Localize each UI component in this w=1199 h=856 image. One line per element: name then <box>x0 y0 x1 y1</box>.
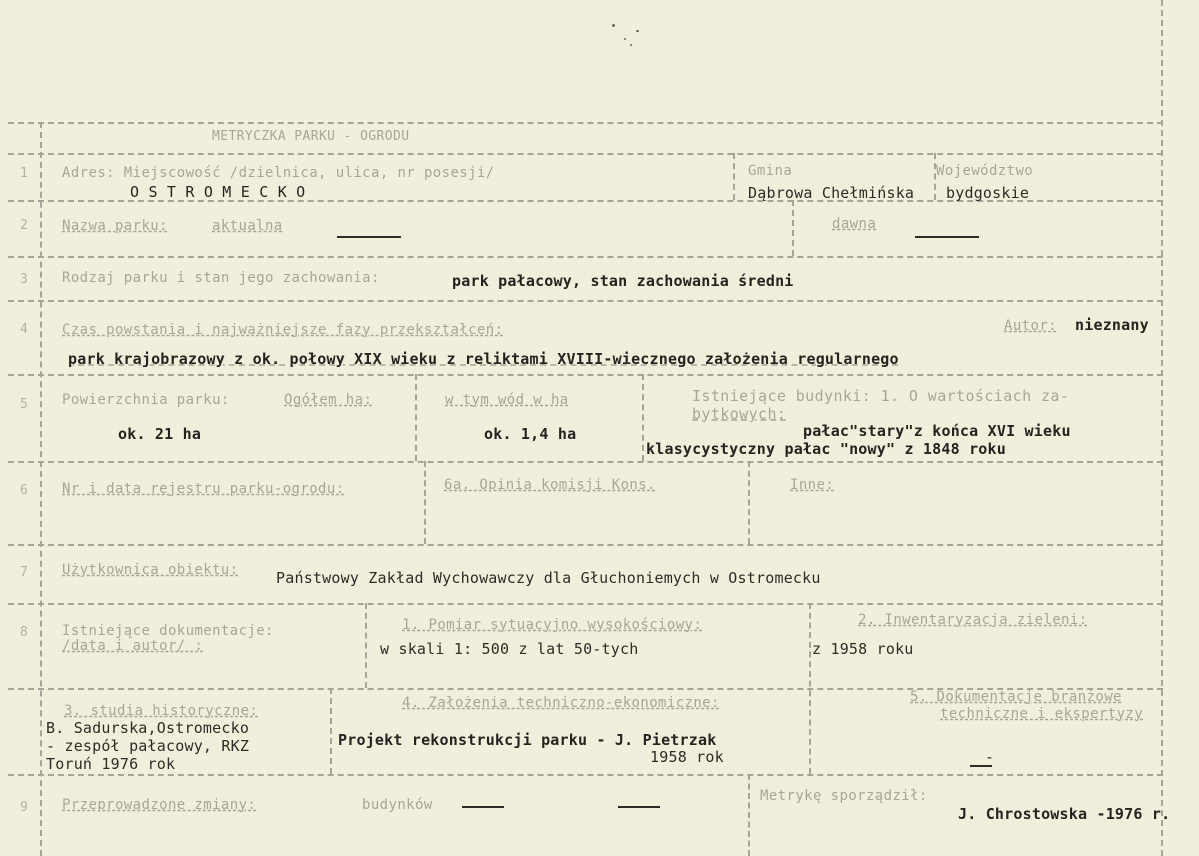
row-number: 9 <box>20 800 28 815</box>
building-old-palace: pałac"stary"z końca XVI wieku <box>803 422 1071 440</box>
survey-label: 1. Pomiar sytuacyjno wysokościowy: <box>402 617 703 633</box>
compiled-by-label: Metrykę sporządził: <box>760 788 928 804</box>
changes-label: Przeprowadzone zmiany: <box>62 797 257 813</box>
rule-line <box>8 774 1163 776</box>
tech-value-1: Projekt rekonstrukcji parku - J. Pietrzak <box>338 731 717 749</box>
studies-value-1: B. Sadurska,Ostromecko <box>46 719 250 737</box>
changes-blank-1 <box>462 806 504 808</box>
area-label: Powierzchnia parku: <box>62 392 230 408</box>
row-number: 4 <box>20 322 28 337</box>
wojewodztwo-value: bydgoskie <box>946 184 1030 202</box>
park-name-label: Nazwa parku: <box>62 218 168 234</box>
changes-label-cont: budynków <box>362 797 433 813</box>
col-divider <box>330 688 332 774</box>
water-area-label: w tym wód w ha <box>445 392 569 408</box>
studies-value-3: Toruń 1976 rok <box>46 755 176 773</box>
rule-line <box>8 153 1163 155</box>
tech-value-2: 1958 rok <box>650 748 724 766</box>
branch-docs-blank <box>970 765 992 767</box>
author-value: nieznany <box>1075 316 1149 334</box>
col-divider <box>424 461 426 544</box>
row-number: 2 <box>20 218 28 233</box>
col-divider <box>642 374 644 461</box>
total-area-label: Ogółem ha: <box>284 392 373 408</box>
changes-blank-2 <box>618 806 660 808</box>
former-name-label: dawna <box>832 216 877 232</box>
rule-line <box>8 603 1163 605</box>
ink-speck <box>612 24 615 27</box>
user-label: Użytkownica obiektu: <box>62 562 239 578</box>
current-name-blank <box>337 236 401 238</box>
origin-label: Czas powstania i najważniejsze fazy przekształceń: <box>62 322 504 338</box>
inventory-label: 2. Inwentaryzacja zieleni: <box>858 612 1088 628</box>
col-divider <box>748 461 750 544</box>
ink-speck <box>624 38 626 40</box>
rule-line <box>8 300 1163 302</box>
current-name-label: aktualna <box>212 218 283 234</box>
rule-line <box>8 544 1163 546</box>
register-label: Nr i data rejestru parku-ogrodu: <box>62 481 345 497</box>
row-number: 8 <box>20 625 28 640</box>
gmina-label: Gmina <box>748 163 793 179</box>
total-area-value: ok. 21 ha <box>118 425 202 443</box>
rule-line <box>8 461 1163 463</box>
former-name-blank <box>915 236 979 238</box>
col-divider <box>748 774 750 856</box>
other-label: Inne: <box>790 477 835 493</box>
ink-speck <box>630 44 632 46</box>
branch-docs-label-cont: techniczne i ekspertyzy <box>940 706 1144 722</box>
row-number: 3 <box>20 272 28 287</box>
park-type-value: park pałacowy, stan zachowania średni <box>452 272 794 290</box>
row-number: 6 <box>20 483 28 498</box>
form-title: METRYCZKA PARKU - OGRODU <box>212 129 410 144</box>
gmina-value: Dąbrowa Chełmińska <box>748 184 915 202</box>
col-divider <box>365 603 367 688</box>
branch-docs-label: 5. Dokumentacje branżowe <box>910 689 1122 705</box>
author-label: Autor: <box>1004 318 1057 334</box>
studies-label: 3. studia historyczne: <box>64 703 259 719</box>
col-divider <box>792 200 794 256</box>
right-border <box>1161 0 1163 856</box>
col-divider <box>809 603 811 774</box>
user-value: Państwowy Zakład Wychowawczy dla Głuchoniemych w Ostromecku <box>276 569 821 587</box>
col-divider <box>415 374 417 461</box>
docs-label: Istniejące dokumentacje: <box>62 623 274 639</box>
origin-value: park krajobrazowy z ok. połowy XIX wieku z reliktami XVIII-wiecznego założenia regularnego <box>68 350 899 368</box>
studies-value-2: - zespół pałacowy, RKZ <box>46 737 250 755</box>
survey-value: w skali 1: 500 z lat 50-tych <box>380 640 639 658</box>
park-type-label: Rodzaj parku i stan jego zachowania: <box>62 270 380 286</box>
margin-line <box>40 122 42 856</box>
address-value: O S T R O M E C K O <box>130 183 306 201</box>
docs-label-cont: /data i autor/ : <box>62 638 204 654</box>
compiled-by-value: J. Chrostowska -1976 r. <box>958 805 1171 823</box>
col-divider <box>733 153 735 200</box>
row-number: 1 <box>20 166 28 181</box>
buildings-label-cont: bytkowych: <box>692 405 787 423</box>
inventory-value: z 1958 roku <box>812 640 914 658</box>
opinion-label: 6a. Opinia komisji Kons. <box>444 477 656 493</box>
row-number: 7 <box>20 565 28 580</box>
buildings-label: Istniejące budynki: 1. O wartościach za- <box>692 387 1070 405</box>
wojewodztwo-label: Województwo <box>936 163 1034 179</box>
rule-line <box>8 122 1163 124</box>
ink-speck <box>636 30 639 32</box>
address-label: Adres: Miejscowość /dzielnica, ulica, nr posesji/ <box>62 165 495 181</box>
building-new-palace: klasycystyczny pałac "nowy" z 1848 roku <box>646 440 1006 458</box>
water-area-value: ok. 1,4 ha <box>484 425 577 443</box>
rule-line <box>8 374 1163 376</box>
rule-line <box>8 256 1163 258</box>
branch-docs-dash: - <box>985 748 995 766</box>
tech-label: 4. Założenia techniczno-ekonomiczne: <box>402 695 720 711</box>
row-number: 5 <box>20 397 28 412</box>
